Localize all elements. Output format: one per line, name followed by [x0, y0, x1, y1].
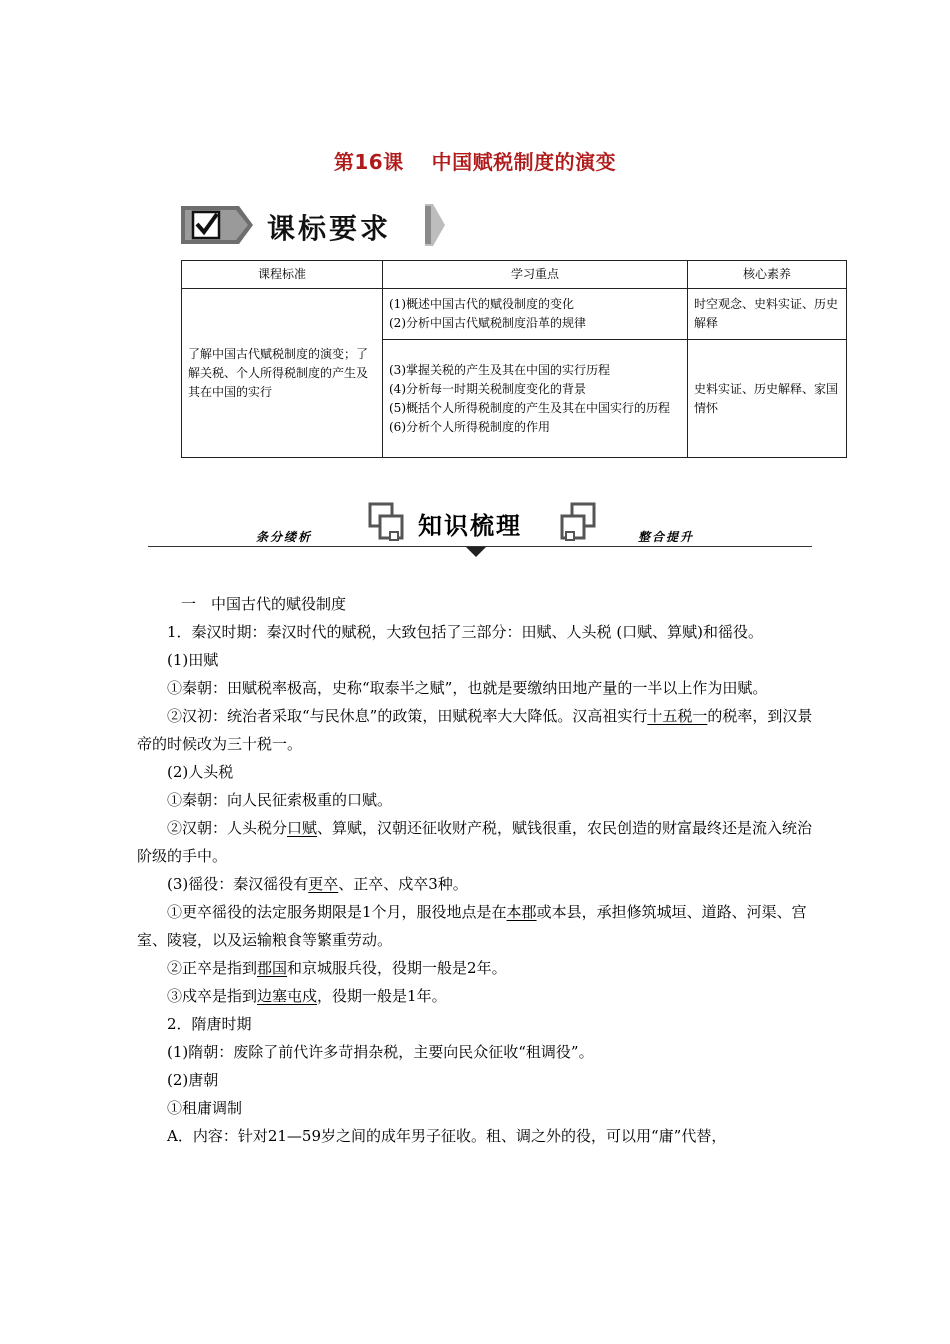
- text: ，役期一般是1年。: [317, 987, 447, 1005]
- table-row: [182, 289, 847, 340]
- paragraph: ①秦朝：向人民征索极重的口赋。: [167, 791, 393, 809]
- curriculum-table: [181, 260, 847, 458]
- focus-item: (4)分析每一时期关税制度变化的背景: [389, 381, 586, 396]
- lesson-name: 中国赋税制度的演变: [431, 150, 617, 174]
- paragraph: [137, 898, 827, 954]
- paragraph: (2)人头税: [167, 763, 234, 781]
- paragraph: ①租庸调制: [167, 1099, 243, 1117]
- focus-item: (5)概括个人所得税制度的产生及其在中国实行的历程: [389, 400, 671, 415]
- text: 的税率，到汉景帝的时候改为三十税一。: [137, 707, 813, 753]
- table-header: 核心素养: [688, 261, 847, 289]
- paragraph: [137, 982, 827, 1010]
- table-header: 课程标准: [182, 261, 383, 289]
- paragraph: (1)隋朝：废除了前代许多苛捐杂税，主要向民众征收“租调役”。: [167, 1043, 594, 1061]
- table-header-row: [182, 261, 847, 289]
- paragraph: [137, 870, 827, 898]
- banner-title: 课标要求: [267, 212, 392, 245]
- literacy-cell: 史料实证、历史解释、家国情怀: [688, 340, 847, 458]
- paragraph: [137, 814, 827, 870]
- literacy-cell: 时空观念、史料实证、历史解释: [688, 289, 847, 340]
- lesson-number: 第16课: [333, 150, 404, 174]
- text: 、算赋，汉朝还征收财产税，赋钱很重，农民创造的财富最终还是流入统治阶级的手中。: [137, 819, 813, 865]
- knowledge-review-banner: [148, 498, 812, 560]
- focus-item: (1)概述中国古代的赋役制度的变化: [389, 297, 574, 311]
- underlined-term: 本郡: [506, 903, 537, 921]
- table-header: 学习重点: [383, 261, 688, 289]
- section-heading: 一 中国古代的赋役制度: [181, 595, 347, 613]
- paragraph: [137, 702, 827, 758]
- banner-right-label: 整合提升: [638, 530, 695, 544]
- text: 、正卒、戍卒3种。: [338, 875, 468, 893]
- underlined-term: 口赋: [287, 819, 318, 837]
- paragraph: ①秦朝：田赋税率极高，史称“取泰半之赋”，也就是要缴纳田地产量的一半以上作为田赋。: [167, 679, 768, 697]
- text: ①更卒徭役的法定服务期限是1个月，服役地点是在: [167, 903, 507, 921]
- content-body: [137, 590, 827, 1150]
- text: ②正卒是指到: [167, 959, 258, 977]
- squares-icon: [366, 500, 406, 546]
- text: (3)徭役：秦汉徭役有: [167, 875, 309, 893]
- paragraph: (2)唐朝: [167, 1071, 219, 1089]
- text: ②汉初：统治者采取“与民休息”的政策，田赋税率大大降低。汉高祖实行: [167, 707, 648, 725]
- paragraph: (1)田赋: [167, 651, 219, 669]
- text: 和京城服兵役，役期一般是2年。: [287, 959, 507, 977]
- text: 或本县，承担修筑城垣、道路、河渠、宫室、陵寝，以及运输粮食等繁重劳动。: [137, 903, 807, 949]
- banner-title: 知识梳理: [418, 512, 522, 540]
- page-title: [0, 146, 950, 175]
- paragraph: 1．秦汉时期：秦汉时代的赋税，大致包括了三部分：田赋、人头税 (口赋、算赋)和徭役。: [167, 623, 764, 641]
- underlined-term: 更卒: [308, 875, 339, 893]
- paragraph: A．内容：针对21—59岁之间的成年男子征收。租、调之外的役，可以用“庸”代替，: [167, 1127, 727, 1145]
- focus-item: (6)分析个人所得税制度的作用: [389, 419, 550, 434]
- focus-item: (3)掌握关税的产生及其在中国的实行历程: [389, 362, 610, 377]
- paragraph: 2．隋唐时期: [167, 1015, 252, 1033]
- course-requirements-banner: [181, 200, 456, 250]
- squares-icon: [558, 500, 598, 546]
- focus-item: (2)分析中国古代赋税制度沿革的规律: [389, 316, 586, 330]
- text: ②汉朝：人头税分: [167, 819, 288, 837]
- paragraph: [137, 954, 827, 982]
- text: ③戍卒是指到: [167, 987, 258, 1005]
- underlined-term: 郡国: [257, 959, 288, 977]
- focus-cell: [383, 289, 688, 340]
- triangle-marker-icon: [466, 547, 486, 557]
- curriculum-standard-cell: 了解中国古代赋税制度的演变；了解关税、个人所得税制度的产生及其在中国的实行: [182, 289, 383, 458]
- underlined-term: 十五税一: [647, 707, 708, 725]
- underlined-term: 边塞屯戍: [257, 987, 318, 1005]
- focus-cell: [383, 340, 688, 458]
- banner-left-label: 条分缕析: [256, 530, 313, 544]
